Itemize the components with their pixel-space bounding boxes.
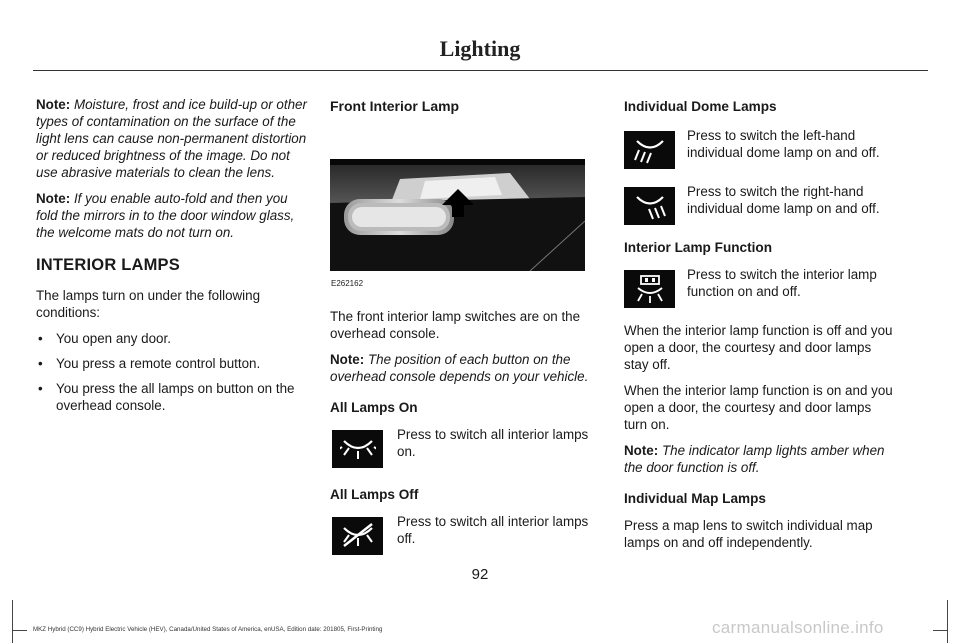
crop-mark <box>12 630 27 631</box>
control-all-lamps-off <box>330 513 600 555</box>
crop-mark <box>933 630 948 631</box>
section-heading: INTERIOR LAMPS <box>36 256 180 274</box>
function-off-text: When the interior lamp function is off and you open a door, the courtesy and door lamps stay off. <box>624 323 893 372</box>
map-lamps-text: Press a map lens to switch individual map lamps on and off independently. <box>624 518 873 550</box>
figure-id: E262162 <box>331 279 364 288</box>
subheading-all-lamps-off: All Lamps Off <box>330 487 419 502</box>
header-rule <box>33 70 928 71</box>
page-title: Lighting <box>439 36 521 61</box>
control-all-lamps-on <box>330 426 600 468</box>
subheading-all-lamps-on: All Lamps On <box>330 400 418 415</box>
interior-lamp-function-text: Press to switch the interior lamp function on and off. <box>687 267 877 299</box>
subheading-individual-map-lamps: Individual Map Lamps <box>624 491 766 506</box>
conditions-list <box>36 330 308 414</box>
overhead-console-image <box>330 159 585 271</box>
footer-text: MKZ Hybrid (CC9) Hybrid Electric Vehicle (HEV), Canada/United States of America, enUSA, Edition date: 201805, First-Printing <box>33 626 383 633</box>
column-left <box>36 96 308 422</box>
overhead-console-photo <box>330 159 585 271</box>
list-item: • You press the all lamps on button on the overhead console. <box>36 380 308 414</box>
list-item: • You press a remote control button. <box>36 355 308 372</box>
control-interior-lamp-function <box>624 266 896 308</box>
door-lamp-function-icon <box>624 270 675 308</box>
control-left-dome-lamp <box>624 127 896 169</box>
lamp-off-icon <box>332 517 383 555</box>
note-moisture: Note: Moisture, frost and ice build-up or other types of contamination on the surface of the light lens can cause non-permanent distortion or reduced brightness of the image. Do not use abrasive materials to clean the lens. <box>36 97 307 180</box>
left-dome-lamp-icon <box>624 131 675 169</box>
subheading-interior-lamp-function: Interior Lamp Function <box>624 240 773 255</box>
lamp-on-icon <box>332 430 383 468</box>
subheading-front-interior-lamp: Front Interior Lamp <box>330 98 460 114</box>
crop-mark <box>12 600 13 643</box>
column-right <box>624 96 896 560</box>
crop-mark <box>947 600 948 643</box>
console-text: The front interior lamp switches are on the overhead console. <box>330 309 581 341</box>
note-indicator: Note: The indicator lamp lights amber when the door function is off. <box>624 443 885 475</box>
watermark: carmanualsonline.info <box>712 618 884 637</box>
subheading-individual-dome-lamps: Individual Dome Lamps <box>624 99 777 114</box>
control-right-dome-lamp <box>624 183 896 225</box>
left-dome-lamp-text: Press to switch the left-hand individual dome lamp on and off. <box>687 128 880 160</box>
right-dome-lamp-text: Press to switch the right-hand individual dome lamp on and off. <box>687 184 880 216</box>
list-item: • You open any door. <box>36 330 308 347</box>
note-position: Note: The position of each button on the overhead console depends on your vehicle. <box>330 352 589 384</box>
all-lamps-on-text: Press to switch all interior lamps on. <box>397 427 589 459</box>
function-on-text: When the interior lamp function is on and you open a door, the courtesy and door lamps turn on. <box>624 383 893 432</box>
intro-text: The lamps turn on under the following conditions: <box>36 288 261 320</box>
all-lamps-off-text: Press to switch all interior lamps off. <box>397 514 589 546</box>
page-number: 92 <box>471 566 489 583</box>
column-middle <box>330 96 600 569</box>
note-auto-fold: Note: If you enable auto-fold and then you fold the mirrors in to the door window glass, the welcome mats do not turn on. <box>36 191 295 240</box>
right-dome-lamp-icon <box>624 187 675 225</box>
